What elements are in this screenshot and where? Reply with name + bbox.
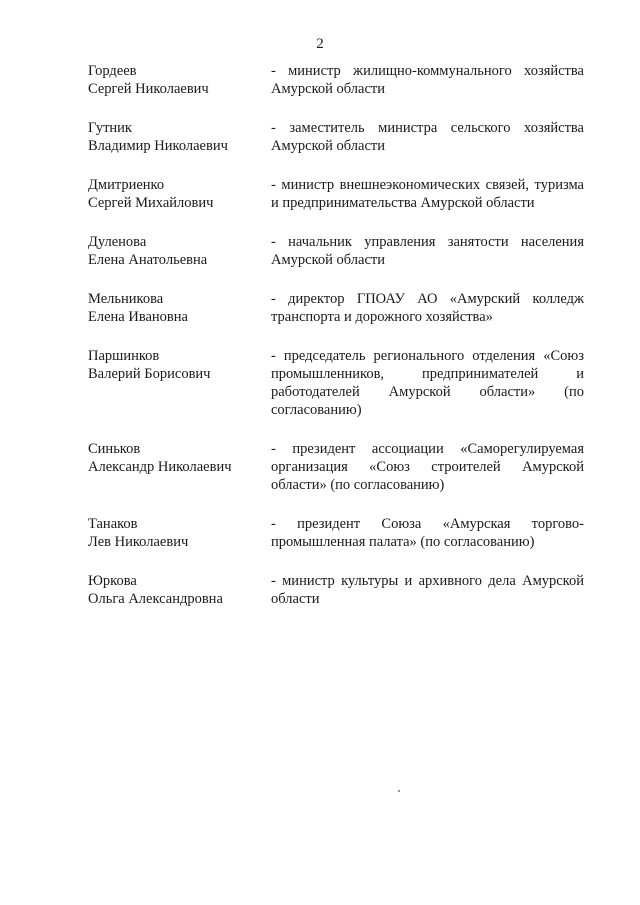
person-name xyxy=(88,62,271,98)
given-names: Александр Николаевич xyxy=(88,459,232,475)
position-description: - начальник управления занятости населения Амурской области xyxy=(271,234,584,268)
surname: Синьков xyxy=(88,441,141,457)
position-description: - председатель регионального отделения «Союз промышленников, предпринимателей и работодателей Амурской области» (по согласованию) xyxy=(271,348,584,418)
surname: Танаков xyxy=(88,516,138,532)
position-description: - директор ГПОАУ АО «Амурский колледж транспорта и дорожного хозяйства» xyxy=(271,291,584,325)
person-name xyxy=(88,176,271,212)
person-name xyxy=(88,440,271,476)
given-names: Ольга Александровна xyxy=(88,591,223,607)
position-description: - заместитель министра сельского хозяйства Амурской области xyxy=(271,120,584,154)
person-name xyxy=(88,233,271,269)
person-name xyxy=(88,572,271,608)
list-item xyxy=(88,347,584,419)
person-name xyxy=(88,515,271,551)
given-names: Елена Ивановна xyxy=(88,309,188,325)
surname: Дуленова xyxy=(88,234,147,250)
list-item xyxy=(88,119,584,155)
list-item xyxy=(88,440,584,494)
person-name xyxy=(88,347,271,383)
surname: Гордеев xyxy=(88,63,137,79)
given-names: Сергей Михайлович xyxy=(88,195,214,211)
person-name xyxy=(88,290,271,326)
given-names: Владимир Николаевич xyxy=(88,138,228,154)
position-description: - министр культуры и архивного дела Амурской области xyxy=(271,573,584,607)
given-names: Елена Анатольевна xyxy=(88,252,208,268)
position-description: - президент Союза «Амурская торгово-промышленная палата» (по согласованию) xyxy=(271,516,584,550)
given-names: Сергей Николаевич xyxy=(88,81,209,97)
surname: Дмитриенко xyxy=(88,177,165,193)
position-description: - министр жилищно-коммунального хозяйства Амурской области xyxy=(271,63,584,97)
surname: Мельникова xyxy=(88,291,164,307)
person-name xyxy=(88,119,271,155)
page-number: 2 xyxy=(316,36,324,52)
position-description: - министр внешнеэкономических связей, туризма и предпринимательства Амурской области xyxy=(271,177,584,211)
surname: Юркова xyxy=(88,573,137,589)
list-item xyxy=(88,290,584,326)
surname: Гутник xyxy=(88,120,132,136)
list-item xyxy=(88,515,584,551)
list-item xyxy=(88,233,584,269)
position-description: - президент ассоциации «Саморегулируемая организация «Союз строителей Амурской области» (по согласованию) xyxy=(271,441,584,493)
list-item xyxy=(88,572,584,608)
list-item xyxy=(88,62,584,98)
list-item xyxy=(88,176,584,212)
scan-speck xyxy=(398,790,400,792)
surname: Паршинков xyxy=(88,348,160,364)
given-names: Лев Николаевич xyxy=(88,534,189,550)
member-list xyxy=(88,62,584,629)
given-names: Валерий Борисович xyxy=(88,366,211,382)
